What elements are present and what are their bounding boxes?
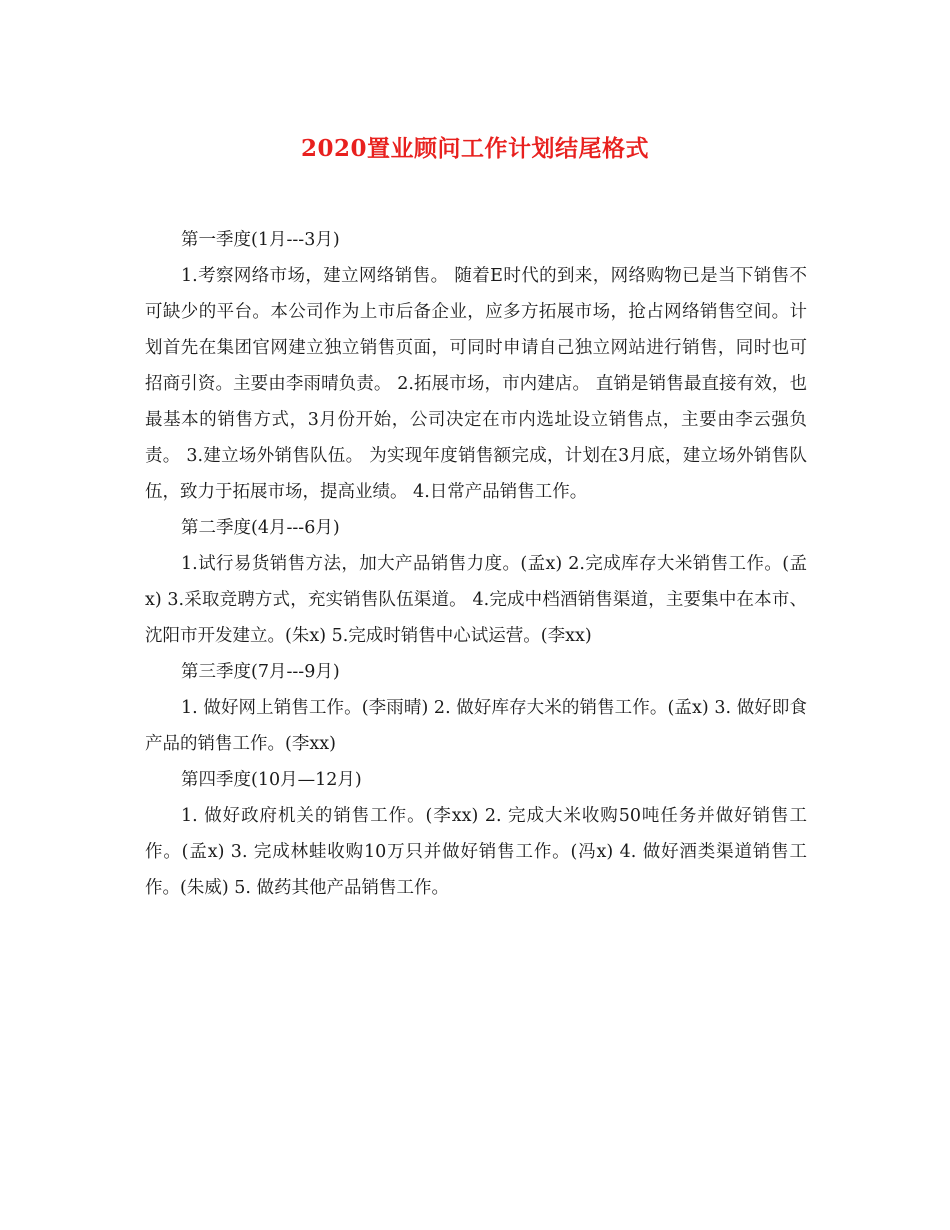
document-title: 2020置业顾问工作计划结尾格式 [300,135,649,162]
section-heading-q1: 第一季度(1月---3月) [181,230,340,250]
section-heading-q2: 第二季度(4月---6月) [181,518,340,538]
section-content-q3: 1. 做好网上销售工作。(李雨晴) 2. 做好库存大米的销售工作。(孟x) 3. 做好即食产品的销售工作。(李xx) [145,698,807,754]
document-body [145,222,807,906]
section-heading-q4: 第四季度(10月—12月) [181,770,362,790]
section-content-q2: 1.试行易货销售方法，加大产品销售力度。(孟x) 2.完成库存大米销售工作。(孟x) 3.采取竞聘方式，充实销售队伍渠道。 4.完成中档酒销售渠道，主要集中在本市、沈阳市开发建立。(朱x) 5.完成时销售中心试运营。(李xx) [145,554,807,646]
section-heading-q3: 第三季度(7月---9月) [181,662,340,682]
section-content-q4: 1. 做好政府机关的销售工作。(李xx) 2. 完成大米收购50吨任务并做好销售工作。(孟x) 3. 完成林蛙收购10万只并做好销售工作。(冯x) 4. 做好酒类渠道销售工作。(朱威) 5. 做药其他产品销售工作。 [145,806,807,898]
section-content-q1: 1.考察网络市场，建立网络销售。 随着E时代的到来，网络购物已是当下销售不可缺少的平台。本公司作为上市后备企业，应多方拓展市场，抢占网络销售空间。计划首先在集团官网建立独立销售页面，可同时申请自己独立网站进行销售，同时也可招商引资。主要由李雨晴负责。 2.拓展市场，市内建店。 直销是销售最直接有效，也最基本的销售方式，3月份开始，公司决定在市内选址设立销售点，主要由李云强负责。 3.建立场外销售队伍。 为实现年度销售额完成，计划在3月底，建立场外销售队伍，致力于拓展市场，提高业绩。 4.日常产品销售工作。 [145,266,807,502]
